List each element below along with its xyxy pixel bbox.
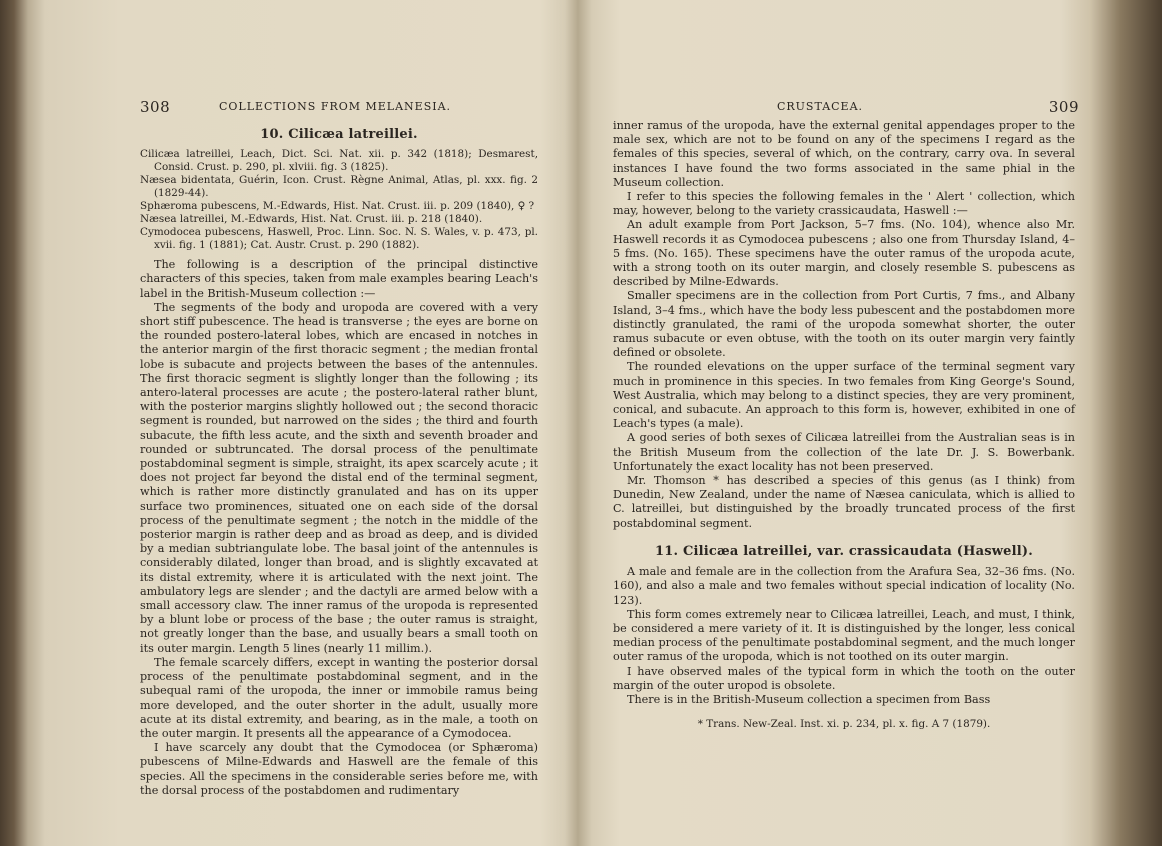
paragraph: There is in the British-Museum collection a specimen from Bass — [627, 692, 991, 706]
running-head-title-left: COLLECTIONS FROM MELANESIA. — [218, 100, 452, 113]
page-number-right: 309 — [1048, 98, 1079, 116]
synonymy-entry: Næsea latreillei, M.-Edwards, Hist. Nat. Crust. iii. p. 218 (1840). — [140, 213, 483, 226]
paragraph: inner ramus of the uropoda, have the external genital appendages proper to the male sex, which are not to be found on any of the specimens I regard as the females of this species, several of which, on the contrary, carry ova. In several instances I have found the two forms associated in the same phial in the Museum collection. — [613, 119, 1075, 189]
synonymy-entry: Sphæroma pubescens, M.-Edwards, Hist. Nat. Crust. iii. p. 209 (1840), ♀ ? — [140, 200, 535, 213]
left-running-head — [60, 100, 560, 120]
left-text-column — [140, 128, 538, 798]
paragraph: A good series of both sexes of Cilicæa latreillei from the Australian seas is in the British Museum from the collection of the late Dr. J. S. Bowerbank. Unfortunately the exact locality has not been preserved. — [613, 431, 1075, 473]
section-title-10: 10. Cilicæa latreillei. — [260, 127, 418, 142]
paragraph: The segments of the body and uropoda are covered with a very short stiff pubescence. The head is transverse ; the eyes are borne on the rounded postero-lateral lobes, which are encased in notches in the anterior margin of the first thoracic segment ; the median frontal lobe is subacute and projects between the bases of the antennules. The first thoracic segment is slightly longer than the following ; its antero-lateral processes are acute ; the postero-lateral rather blunt, with the posterior margins slightly hollowed out ; the second thoracic segment is rounded, but narrowed on the sides ; the third and fourth subacute, the fifth less acute, and the sixth and seventh broader and rounded or subtruncated. The dorsal process of the penultimate postabdominal segment is simple, straight, its apex scarcely acute ; it does not project far beyond the distal end of the terminal segment, which is rather more distinctly granulated and has on its upper surface two prominences, situated one on each side of the dorsal process of the penultimate segment ; the notch in the middle of the posterior margin is rather deep and as broad as deep, and is divided by a median subtriangulate lobe. The basal joint of the antennules is considerably dilated, longer than broad, and is slightly excavated at its distal extremity, where it is articulated with the next joint. The ambulatory legs are slender ; and the dactyli are armed below with a small accessory claw. The inner ramus of the uropoda is represented by a blunt lobe or process of the base ; the outer ramus is straight, not greatly longer than the base, and usually bears a small tooth on its outer margin. Length 5 lines (nearly 11 millim.). — [140, 300, 538, 655]
synonymy-entry: Næsea bidentata, Guérin, Icon. Crust. Règne Animal, Atlas, pl. xxx. fig. 2 (1829-44). — [140, 174, 538, 200]
paragraph: This form comes extremely near to Cilicæa latreillei, Leach, and must, I think, be considered a mere variety of it. It is distinguished by the longer, less conical median process of the penultimate postabdominal segment, and the much longer outer ramus of the uropoda, which is not toothed on its outer margin. — [613, 607, 1075, 664]
section-title-11: 11. Cilicæa latreillei, var. crassicaudata (Haswell). — [655, 543, 1033, 559]
paragraph: Smaller specimens are in the collection from Port Curtis, 7 fms., and Albany Island, 3–4 fms., which have the body less pubescent and the postabdomen more distinctly granulated, the rami of the uropoda somewhat shorter, the outer ramus subacute or even obtuse, with the tooth on its outer margin very faintly defined or obsolete. — [613, 289, 1075, 360]
right-page — [605, 0, 1085, 846]
page-number-left: 308 — [140, 98, 171, 116]
paragraph: A male and female are in the collection from the Arafura Sea, 32–36 fms. (No. 160), and also a male and two females without special indication of locality (No. 123). — [613, 565, 1075, 607]
paragraph: The female scarcely differs, except in wanting the posterior dorsal process of the penultimate postabdominal segment, and in the subequal rami of the uropoda, the inner or immobile ramus being more developed, and the outer shorter in the adult, usually more acute at its distal extremity, and bearing, as in the male, a tooth on the outer margin. It presents all the appearance of a Cymodocea. — [140, 655, 538, 740]
left-page — [60, 0, 560, 846]
right-text-column — [613, 119, 1075, 731]
paragraph: I refer to this species the following females in the ' Alert ' collection, which may, however, belong to the variety crassicaudata, Haswell :— — [613, 190, 1075, 218]
synonymy-entry: Cilicæa latreillei, Leach, Dict. Sci. Nat. xii. p. 342 (1818); Desmarest, Consid. Crust. p. 290, pl. xlviii. fig. 3 (1825). — [140, 148, 538, 174]
paragraph: The rounded elevations on the upper surface of the terminal segment vary much in prominence in this species. In two females from King George's Sound, West Australia, which may belong to a distinct species, they are very prominent, conical, and subacute. An approach to this form is, however, exhibited in one of Leach's types (a male). — [613, 360, 1075, 431]
footnote: * Trans. New-Zeal. Inst. xi. p. 234, pl. x. fig. A 7 (1879). — [697, 718, 991, 731]
paragraph: Mr. Thomson * has described a species of this genus (as I think) from Dunedin, New Zealand, under the name of Næsea caniculata, which is allied to C. latreillei, but distinguished by the broadly truncated process of the first postabdominal segment. — [613, 474, 1075, 530]
paragraph: An adult example from Port Jackson, 5–7 fms. (No. 104), whence also Mr. Haswell records it as Cymodocea pubescens ; also one from Thursday Island, 4–5 fms. (No. 165). These specimens have the outer ramus of the uropoda acute, with a strong tooth on its outer margin, and closely resemble S. pubescens as described by Milne-Edwards. — [613, 218, 1075, 289]
paragraph: I have scarcely any doubt that the Cymodocea (or Sphæroma) pubescens of Milne-Edwards and Haswell are the female of this species. All the specimens in the considerable series before me, with the dorsal process of the postabdomen and rudimentary — [140, 741, 538, 797]
right-running-head — [605, 100, 1085, 120]
running-head-title-right: CRUSTACEA. — [776, 100, 864, 113]
paragraph: I have observed males of the typical form in which the tooth on the outer margin of the outer uropod is obsolete. — [613, 664, 1075, 692]
synonymy-entry: Cymodocea pubescens, Haswell, Proc. Linn. Soc. N. S. Wales, v. p. 473, pl. xvii. fig. 1 (1881); Cat. Austr. Crust. p. 290 (1882). — [140, 226, 538, 252]
paragraph: The following is a description of the principal distinctive characters of this species, taken from male examples bearing Leach's label in the British-Museum collection :— — [140, 258, 538, 300]
